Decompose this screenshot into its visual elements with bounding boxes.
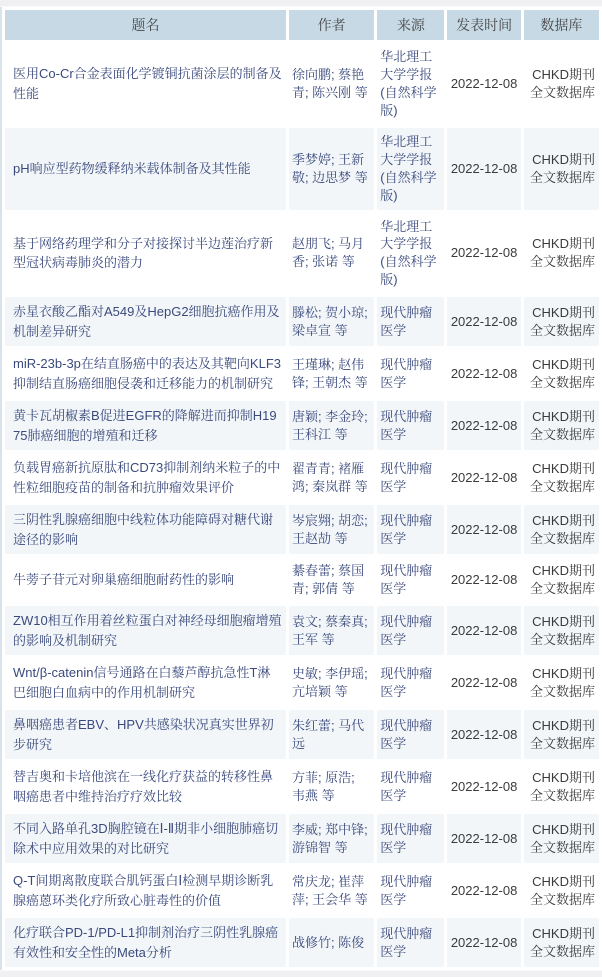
table-row (5, 349, 599, 398)
database-name: CHKD期刊全文数据库 (524, 918, 599, 967)
column-header-source[interactable]: 来源 (377, 10, 444, 40)
publish-date: 2022-12-08 (447, 710, 520, 759)
search-results-panel (0, 7, 602, 970)
journal-source-link[interactable]: 现代肿瘤医学 (380, 665, 433, 699)
journal-source-link[interactable]: 华北理工大学学报(自然科学版) (380, 49, 437, 118)
publish-date: 2022-12-08 (450, 245, 518, 261)
article-author-links[interactable]: 战修竹; 陈俊 (289, 918, 374, 967)
journal-source-link[interactable]: 华北理工大学学报(自然科学版) (380, 218, 437, 288)
publish-date: 2022-12-08 (447, 128, 520, 210)
journal-source-link[interactable]: 现代肿瘤医学 (377, 297, 444, 346)
journal-source-link[interactable]: 现代肿瘤医学 (380, 356, 433, 390)
publish-date: 2022-12-08 (447, 918, 520, 967)
publish-date: 2022-12-08 (447, 297, 520, 346)
article-author-links[interactable]: 岑宸翙; 胡恋; 王赵劼 等 (289, 505, 374, 554)
article-author-links[interactable]: 滕松; 贺小琼; 梁卓宣 等 (289, 297, 374, 346)
article-author-links[interactable]: 史敏; 李伊瑶; 亢培颖 等 (291, 665, 368, 699)
article-title-link[interactable]: pH响应型药物缓释纳米载体制备及其性能 (5, 128, 286, 210)
database-name: CHKD期刊全文数据库 (529, 665, 595, 699)
article-title-link[interactable]: miR-23b-3p在结直肠癌中的表达及其靶向KLF3抑制结直肠癌细胞侵袭和迁移能力的机制研究 (13, 356, 281, 391)
database-name: CHKD期刊全文数据库 (529, 460, 595, 494)
table-row (5, 505, 599, 554)
database-name: CHKD期刊全文数据库 (524, 297, 599, 346)
article-author-links[interactable]: 季梦婷; 王新敬; 边思梦 等 (289, 128, 374, 210)
results-tbody (5, 43, 599, 967)
article-title-link[interactable]: 医用Co-Cr合金表面化学镀铜抗菌涂层的制备及性能 (13, 66, 282, 101)
journal-source-link[interactable]: 现代肿瘤医学 (377, 710, 444, 759)
page-bottom-strip (0, 970, 602, 977)
journal-source-link[interactable]: 现代肿瘤医学 (377, 814, 444, 863)
database-name: CHKD期刊全文数据库 (524, 710, 599, 759)
article-author-links[interactable]: 綦春蕾; 蔡国青; 郭倩 等 (291, 563, 365, 597)
publish-date: 2022-12-08 (450, 365, 518, 381)
database-name: CHKD期刊全文数据库 (529, 563, 595, 597)
journal-source-link[interactable]: 现代肿瘤医学 (377, 505, 444, 554)
table-row (5, 401, 599, 450)
table-row (5, 658, 599, 707)
article-title-link[interactable]: Wnt/β-catenin信号通路在白藜芦醇抗急性T淋巴细胞白血病中的作用机制研究 (13, 665, 271, 700)
article-title-link[interactable]: Q-T间期离散度联合肌钙蛋白Ⅰ检测早期诊断乳腺癌蒽环类化疗所致心脏毒性的价值 (13, 873, 274, 908)
page-top-strip (0, 0, 602, 7)
article-title-link[interactable]: 替吉奥和卡培他滨在一线化疗获益的转移性鼻咽癌患者中维持治疗疗效比较 (13, 769, 274, 804)
column-header-date[interactable]: 发表时间 (447, 10, 520, 40)
article-author-links[interactable]: 翟青青; 褚雁鸿; 秦岚群 等 (291, 460, 368, 494)
publish-date: 2022-12-08 (447, 606, 520, 655)
table-row (5, 43, 599, 125)
table-header (5, 10, 599, 40)
article-author-links[interactable]: 赵朋飞; 马月香; 张诺 等 (291, 236, 365, 270)
database-name: CHKD期刊全文数据库 (524, 814, 599, 863)
article-author-links[interactable]: 常庆龙; 崔萍萍; 王会华 等 (291, 873, 368, 907)
article-title-link[interactable]: 基于网络药理学和分子对接探讨半边莲治疗新型冠状病毒肺炎的潜力 (13, 235, 274, 271)
column-header-database[interactable]: 数据库 (524, 10, 599, 40)
publish-date: 2022-12-08 (447, 505, 520, 554)
database-name: CHKD期刊全文数据库 (529, 873, 595, 907)
journal-source-link[interactable]: 现代肿瘤医学 (377, 606, 444, 655)
article-author-links[interactable]: 唐颖; 李金玲; 王科江 等 (289, 401, 374, 450)
table-row (5, 128, 599, 210)
table-row (5, 918, 599, 967)
article-title-link[interactable]: ZW10相互作用着丝粒蛋白对神经母细胞瘤增殖的影响及机制研究 (5, 606, 286, 655)
publish-date: 2022-12-08 (450, 469, 518, 485)
publish-date: 2022-12-08 (450, 75, 518, 91)
article-author-links[interactable]: 李威; 郑中锋; 游锦智 等 (289, 814, 374, 863)
article-title-link[interactable]: 不同入路单孔3D胸腔镜在Ⅰ-Ⅱ期非小细胞肺癌切除术中应用效果的对比研究 (5, 814, 286, 863)
article-title-link[interactable]: 负载胃癌新抗原肽和CD73抑制剂纳米粒子的中性粒细胞疫苗的制备和抗肿瘤效果评价 (13, 460, 281, 495)
database-name: CHKD期刊全文数据库 (524, 505, 599, 554)
table-row (5, 710, 599, 759)
column-header-authors[interactable]: 作者 (289, 10, 374, 40)
article-author-links[interactable]: 朱红蕾; 马代远 (289, 710, 374, 759)
publish-date: 2022-12-08 (447, 814, 520, 863)
publish-date: 2022-12-08 (450, 674, 518, 690)
table-row (5, 297, 599, 346)
database-name: CHKD期刊全文数据库 (524, 128, 599, 210)
database-name: CHKD期刊全文数据库 (529, 769, 595, 803)
column-header-title[interactable]: 题名 (5, 10, 286, 40)
table-row (5, 762, 599, 811)
journal-source-link[interactable]: 现代肿瘤医学 (380, 460, 433, 494)
journal-source-link[interactable]: 现代肿瘤医学 (377, 918, 444, 967)
database-name: CHKD期刊全文数据库 (529, 356, 595, 390)
table-row (5, 606, 599, 655)
article-author-links[interactable]: 袁文; 蔡秦真; 王军 等 (289, 606, 374, 655)
article-title-link[interactable]: 黄卡瓦胡椒素B促进EGFR的降解进而抑制H1975肺癌细胞的增殖和迁移 (5, 401, 286, 450)
table-row (5, 557, 599, 603)
article-title-link[interactable]: 化疗联合PD-1/PD-L1抑制剂治疗三阴性乳腺癌有效性和安全性的Meta分析 (5, 918, 286, 967)
database-name: CHKD期刊全文数据库 (529, 236, 595, 270)
article-title-link[interactable]: 赤星衣酸乙酯对A549及HepG2细胞抗癌作用及机制差异研究 (5, 297, 286, 346)
table-row (5, 453, 599, 502)
publish-date: 2022-12-08 (450, 778, 518, 794)
article-author-links[interactable]: 徐向鹏; 蔡艳青; 陈兴刚 等 (291, 66, 368, 100)
database-name: CHKD期刊全文数据库 (529, 66, 595, 100)
journal-source-link[interactable]: 现代肿瘤医学 (380, 769, 433, 803)
article-title-link[interactable]: 三阴性乳腺癌细胞中线粒体功能障碍对糖代谢途径的影响 (5, 505, 286, 554)
article-author-links[interactable]: 方菲; 原浩; 韦燕 等 (291, 769, 355, 803)
article-author-links[interactable]: 王瑾琳; 赵伟锋; 王朝杰 等 (291, 356, 368, 390)
publish-date: 2022-12-08 (447, 401, 520, 450)
publish-date: 2022-12-08 (450, 572, 518, 588)
article-title-link[interactable]: 牛蒡子苷元对卵巢癌细胞耐药性的影响 (13, 572, 235, 588)
journal-source-link[interactable]: 现代肿瘤医学 (380, 563, 433, 597)
publish-date: 2022-12-08 (450, 882, 518, 898)
article-title-link[interactable]: 鼻咽癌患者EBV、HPV共感染状况真实世界初步研究 (5, 710, 286, 759)
search-results-table (2, 7, 602, 970)
journal-source-link[interactable]: 现代肿瘤医学 (377, 401, 444, 450)
database-name: CHKD期刊全文数据库 (524, 401, 599, 450)
table-row (5, 814, 599, 863)
database-name: CHKD期刊全文数据库 (524, 606, 599, 655)
table-row (5, 213, 599, 295)
journal-source-link[interactable]: 华北理工大学学报(自然科学版) (377, 128, 444, 210)
table-row (5, 866, 599, 915)
journal-source-link[interactable]: 现代肿瘤医学 (380, 873, 433, 907)
